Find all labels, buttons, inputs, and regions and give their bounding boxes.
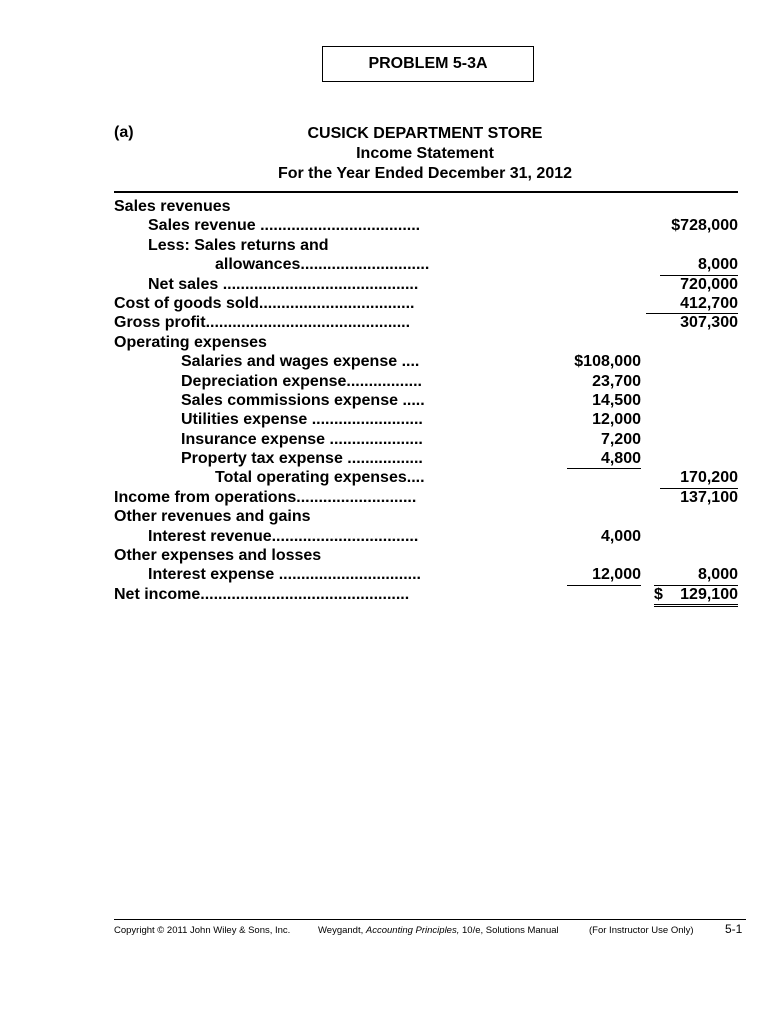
col1-value: 7,200: [600, 430, 641, 448]
part-label: (a): [114, 124, 134, 141]
row-label: Net sales ............................................: [148, 275, 419, 293]
col2-value: 137,100: [680, 488, 738, 506]
col1-value: $108,000: [574, 353, 641, 371]
statement-period: For the Year Ended December 31, 2012: [277, 165, 573, 182]
row-label: Insurance expense .....................: [181, 430, 423, 448]
row-gross-profit: [114, 313, 738, 332]
row-property-tax: [114, 449, 738, 468]
row-utilities: [114, 410, 738, 429]
row-label: Other expenses and losses: [114, 547, 322, 565]
header-rule: [114, 191, 738, 193]
col1-value: 4,000: [600, 527, 641, 545]
row-allowances: [114, 255, 738, 274]
row-label: allowances.............................: [215, 256, 430, 274]
row-label: Total operating expenses....: [215, 469, 425, 487]
row-cogs: [114, 294, 738, 313]
row-sales-revenues: [114, 197, 738, 216]
row-operating-expenses: [114, 333, 738, 352]
row-net-sales: [114, 275, 738, 294]
row-label: Sales revenue ....................................: [148, 217, 421, 235]
row-label: Net income...............................................: [114, 585, 410, 603]
col2-value: 307,300: [680, 314, 738, 332]
col1-value: 4,800: [567, 449, 641, 469]
row-label: Interest expense ................................: [148, 566, 421, 584]
row-interest-expense: [114, 565, 738, 584]
row-commissions: [114, 391, 738, 410]
row-sales-revenue: [114, 216, 738, 235]
income-statement-table: [114, 197, 738, 604]
footer-note: (For Instructor Use Only): [589, 925, 694, 936]
col2-value: 8,000: [654, 565, 738, 585]
row-label: Property tax expense .................: [181, 450, 423, 468]
row-label: Sales revenues: [114, 198, 231, 215]
col1-value: 14,500: [592, 391, 641, 409]
row-other-revenues: [114, 507, 738, 526]
problem-title: PROBLEM 5-3A: [368, 55, 488, 72]
row-net-income: [114, 585, 738, 604]
problem-title-box: [322, 46, 534, 82]
col2-value: $728,000: [671, 217, 738, 235]
col1-value: 12,000: [567, 565, 641, 585]
row-label: Interest revenue.................................: [148, 527, 419, 545]
row-label: Income from operations...........................: [114, 488, 417, 506]
row-label: Less: Sales returns and: [148, 236, 329, 254]
col1-value: 12,000: [592, 411, 641, 429]
footer-rule: [114, 919, 746, 920]
row-label: Cost of goods sold...................................: [114, 294, 415, 312]
footer-edition: 10/e, Solutions Manual: [462, 925, 559, 936]
col2-value: 720,000: [680, 275, 738, 293]
col2-value: 129,100: [680, 585, 738, 603]
page-number: 5-1: [725, 922, 743, 936]
row-other-expenses: [114, 546, 738, 565]
dollar-sign: $: [654, 585, 663, 603]
row-label: Sales commissions expense .....: [181, 391, 425, 409]
row-salaries: [114, 352, 738, 371]
footer-copyright: Copyright © 2011 John Wiley & Sons, Inc.: [114, 925, 291, 936]
col2-value: 412,700: [646, 294, 738, 314]
row-label: Other revenues and gains: [114, 508, 311, 526]
row-total-operating: [114, 468, 738, 487]
footer-book-title: Accounting Principles,: [365, 925, 460, 936]
row-depreciation: [114, 372, 738, 391]
row-label: Utilities expense .........................: [181, 411, 423, 429]
row-interest-revenue: [114, 527, 738, 546]
statement-title: Income Statement: [356, 145, 494, 162]
net-income-value: [654, 585, 738, 607]
col1-value: 23,700: [592, 372, 641, 390]
col2-value: 8,000: [660, 255, 738, 275]
company-name: CUSICK DEPARTMENT STORE: [307, 125, 543, 142]
row-label: Operating expenses: [114, 333, 267, 351]
row-label: Depreciation expense.................: [181, 372, 422, 390]
footer-author: Weygandt,: [318, 925, 364, 936]
row-income-operations: [114, 488, 738, 507]
row-less-returns: [114, 236, 738, 255]
footer-book: [318, 925, 559, 936]
col2-value: 170,200: [660, 468, 738, 488]
row-insurance: [114, 430, 738, 449]
row-label: Gross profit..............................................: [114, 314, 411, 332]
row-label: Salaries and wages expense ....: [181, 353, 420, 371]
